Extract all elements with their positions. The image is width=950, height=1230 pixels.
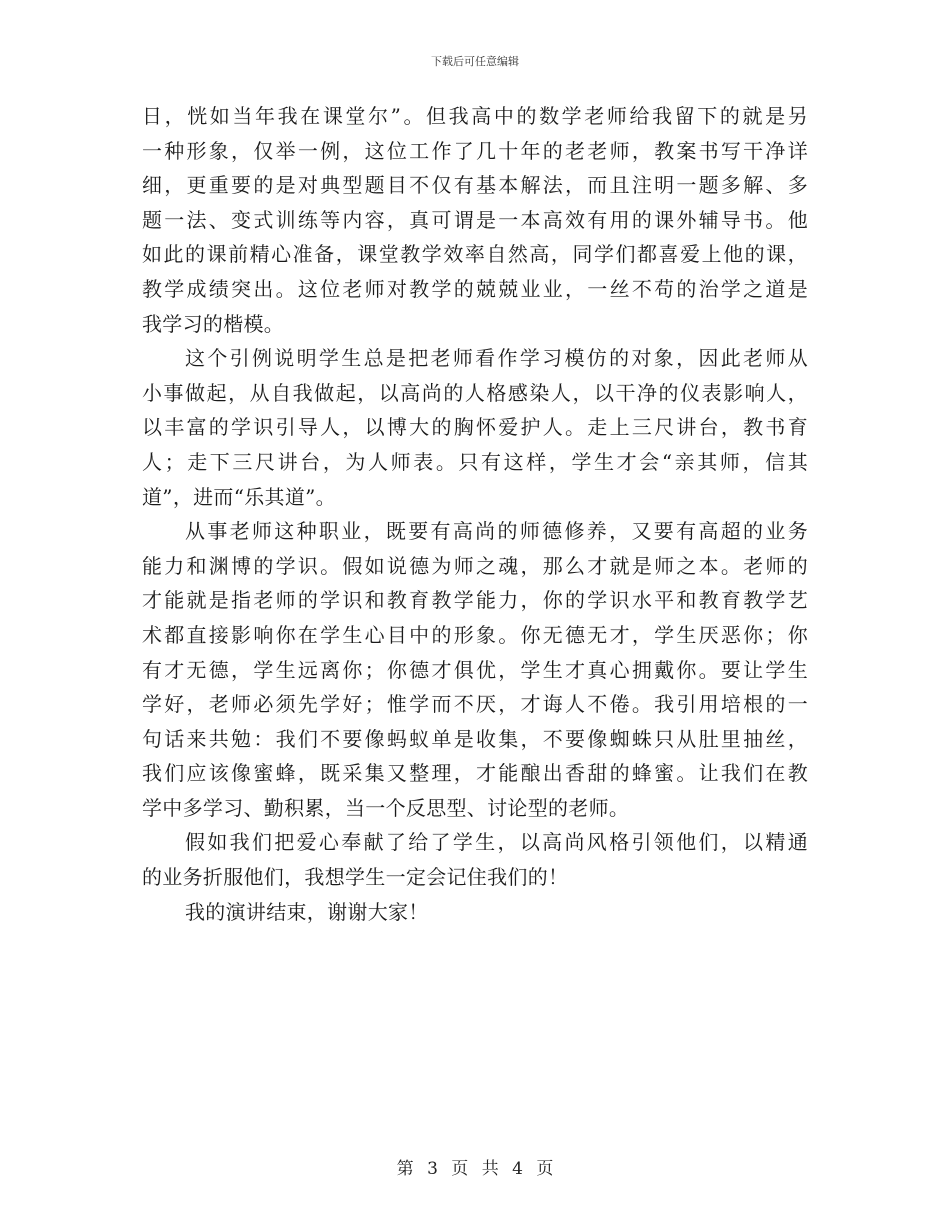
text-line: 假如我们把爱心奉献了给了学生，以高尚风格引领他们，以精通 bbox=[185, 830, 808, 855]
text-line: 句话来共勉：我们不要像蚂蚁单是收集，不要像蜘蛛只从肚里抽丝， bbox=[142, 726, 808, 751]
text-line: 术都直接影响你在学生心目中的形象。你无德无才，学生厌恶你；你 bbox=[142, 622, 808, 647]
text-line: 才能就是指老师的学识和教育教学能力，你的学识水平和教育教学艺 bbox=[142, 588, 808, 613]
paragraph bbox=[142, 99, 808, 341]
text-line: 能力和渊博的学识。假如说德为师之魂，那么才就是师之本。老师的 bbox=[142, 553, 808, 578]
text-line: 我们应该像蜜蜂，既采集又整理，才能酿出香甜的蜂蜜。让我们在教 bbox=[142, 761, 808, 786]
text-line: 如此的课前精心准备，课堂教学效率自然高，同学们都喜爱上他的课， bbox=[142, 242, 808, 267]
paragraph bbox=[142, 514, 808, 825]
text-line: 从事老师这种职业，既要有高尚的师德修养，又要有高超的业务 bbox=[185, 519, 808, 544]
text-line: 这个引例说明学生总是把老师看作学习模仿的对象，因此老师从 bbox=[185, 346, 808, 371]
paragraph bbox=[142, 895, 808, 930]
text-line: 小事做起，从自我做起，以高尚的人格感染人，以干净的仪表影响人， bbox=[142, 380, 808, 405]
text-line: 人；走下三尺讲台，为人师表。只有这样，学生才会“亲其师，信其 bbox=[142, 449, 808, 474]
text-line: 的业务折服他们，我想学生一定会记住我们的！ bbox=[142, 865, 569, 890]
text-line: 以丰富的学识引导人，以博大的胸怀爱护人。走上三尺讲台，教书育 bbox=[142, 415, 808, 440]
text-line: 日，恍如当年我在课堂尔”。但我高中的数学老师给我留下的就是另 bbox=[142, 104, 808, 128]
text-line: 细，更重要的是对典型题目不仅有基本解法，而且注明一题多解、多 bbox=[142, 173, 808, 198]
text-line: 题一法、变式训练等内容，真可谓是一本高效有用的课外辅导书。他 bbox=[142, 207, 808, 232]
text-line: 教学成绩突出。这位老师对教学的兢兢业业，一丝不苟的治学之道是 bbox=[142, 276, 808, 301]
document-body bbox=[142, 99, 808, 929]
text-line: 学中多学习、勤积累，当一个反思型、讨论型的老师。 bbox=[142, 795, 630, 820]
page-number-footer: 第 3 页 共 4 页 bbox=[396, 1159, 554, 1179]
text-line: 学好，老师必须先学好；惟学而不厌，才诲人不倦。我引用培根的一 bbox=[142, 692, 808, 717]
text-line: 一种形象，仅举一例，这位工作了几十年的老老师，教案书写干净详 bbox=[142, 138, 808, 163]
page-header-note: 下载后可任意编辑 bbox=[431, 55, 519, 68]
paragraph bbox=[142, 825, 808, 894]
text-line: 我学习的楷模。 bbox=[142, 311, 285, 336]
text-line: 我的演讲结束，谢谢大家！ bbox=[185, 899, 429, 924]
text-line: 道”，进而“乐其道”。 bbox=[142, 484, 336, 509]
paragraph bbox=[142, 341, 808, 514]
text-line: 有才无德，学生远离你；你德才俱优，学生才真心拥戴你。要让学生 bbox=[142, 657, 808, 682]
